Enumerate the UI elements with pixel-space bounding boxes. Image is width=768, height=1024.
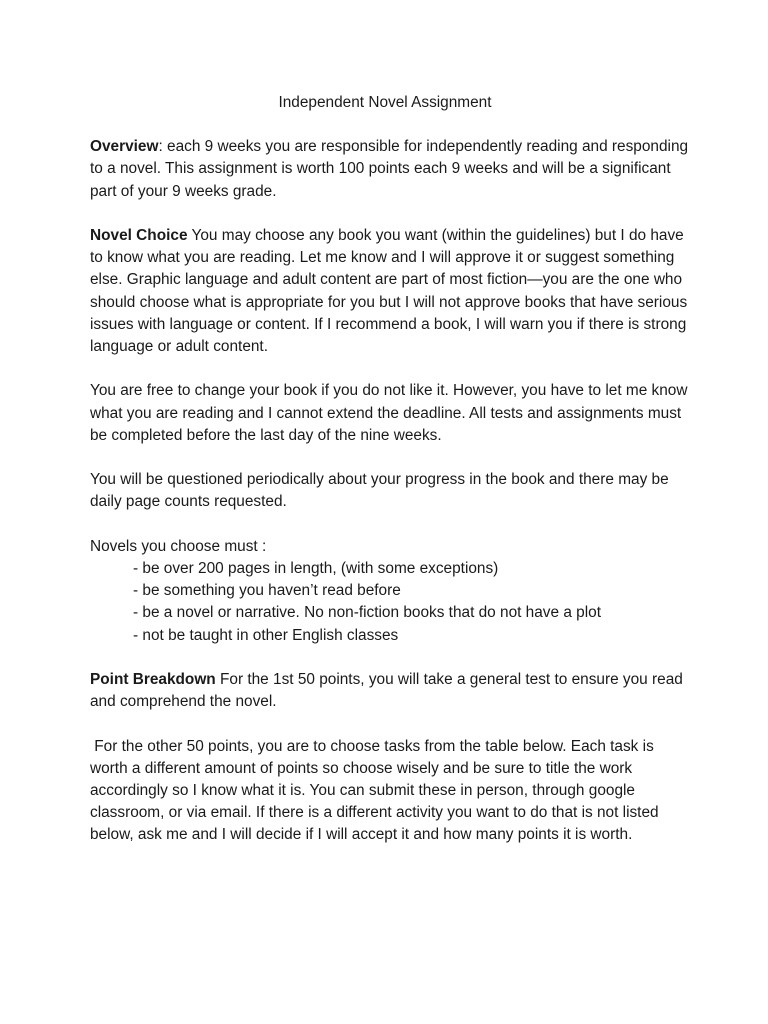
point-breakdown-heading: Point Breakdown	[90, 671, 216, 688]
novel-choice-paragraph	[90, 225, 690, 358]
list-item: - be a novel or narrative. No non-fiction books that do not have a plot	[133, 604, 601, 622]
requirements-intro: Novels you choose must :	[90, 537, 267, 555]
document-page	[90, 92, 690, 869]
other-points-paragraph: For the other 50 points, you are to choose tasks from the table below. Each task is worth a different amount of points so choose wisely and be sure to title the work accordingly so I know what it is. You can submit these in person, through google classroom, or via email. If there is a different activity you want to do that is not listed below, ask me and I will decide if I will accept it and how many points it is worth.	[90, 737, 659, 844]
list-item: - be something you haven’t read before	[133, 582, 401, 600]
overview-heading: Overview	[90, 138, 159, 156]
document-title: Independent Novel Assignment	[278, 94, 492, 111]
novel-choice-text: You may choose any book you want (within the guidelines) but I do have to know what you are reading. Let me know and I will approve it or suggest something else. Graphic language and adult content are part of most fiction—you are the one who should choose what is appropriate for you but I will not approve books that have serious issues with language or content. If I recommend a book, I will warn you if there is strong language or adult content.	[90, 227, 688, 356]
change-book-paragraph: You are free to change your book if you do not like it. However, you have to let me know what you are reading and I cannot extend the deadline. All tests and assignments must be completed before the last day of the nine weeks.	[90, 382, 688, 444]
point-breakdown-paragraph	[90, 669, 690, 713]
list-item: - be over 200 pages in length, (with some exceptions)	[133, 560, 499, 577]
requirements-list	[90, 558, 690, 647]
point-breakdown-text: For the 1st 50 points, you will take a general test to ensure you read and comprehend the novel.	[90, 671, 683, 711]
overview-paragraph	[90, 136, 690, 203]
novel-choice-heading: Novel Choice	[90, 227, 188, 244]
overview-text: : each 9 weeks you are responsible for independently reading and responding to a novel. This assignment is worth 100 points each 9 weeks and will be a significant part of your 9 weeks grade.	[90, 138, 689, 200]
questioned-paragraph: You will be questioned periodically about your progress in the book and there may be daily page counts requested.	[90, 471, 669, 511]
list-item: - not be taught in other English classes	[133, 626, 399, 644]
